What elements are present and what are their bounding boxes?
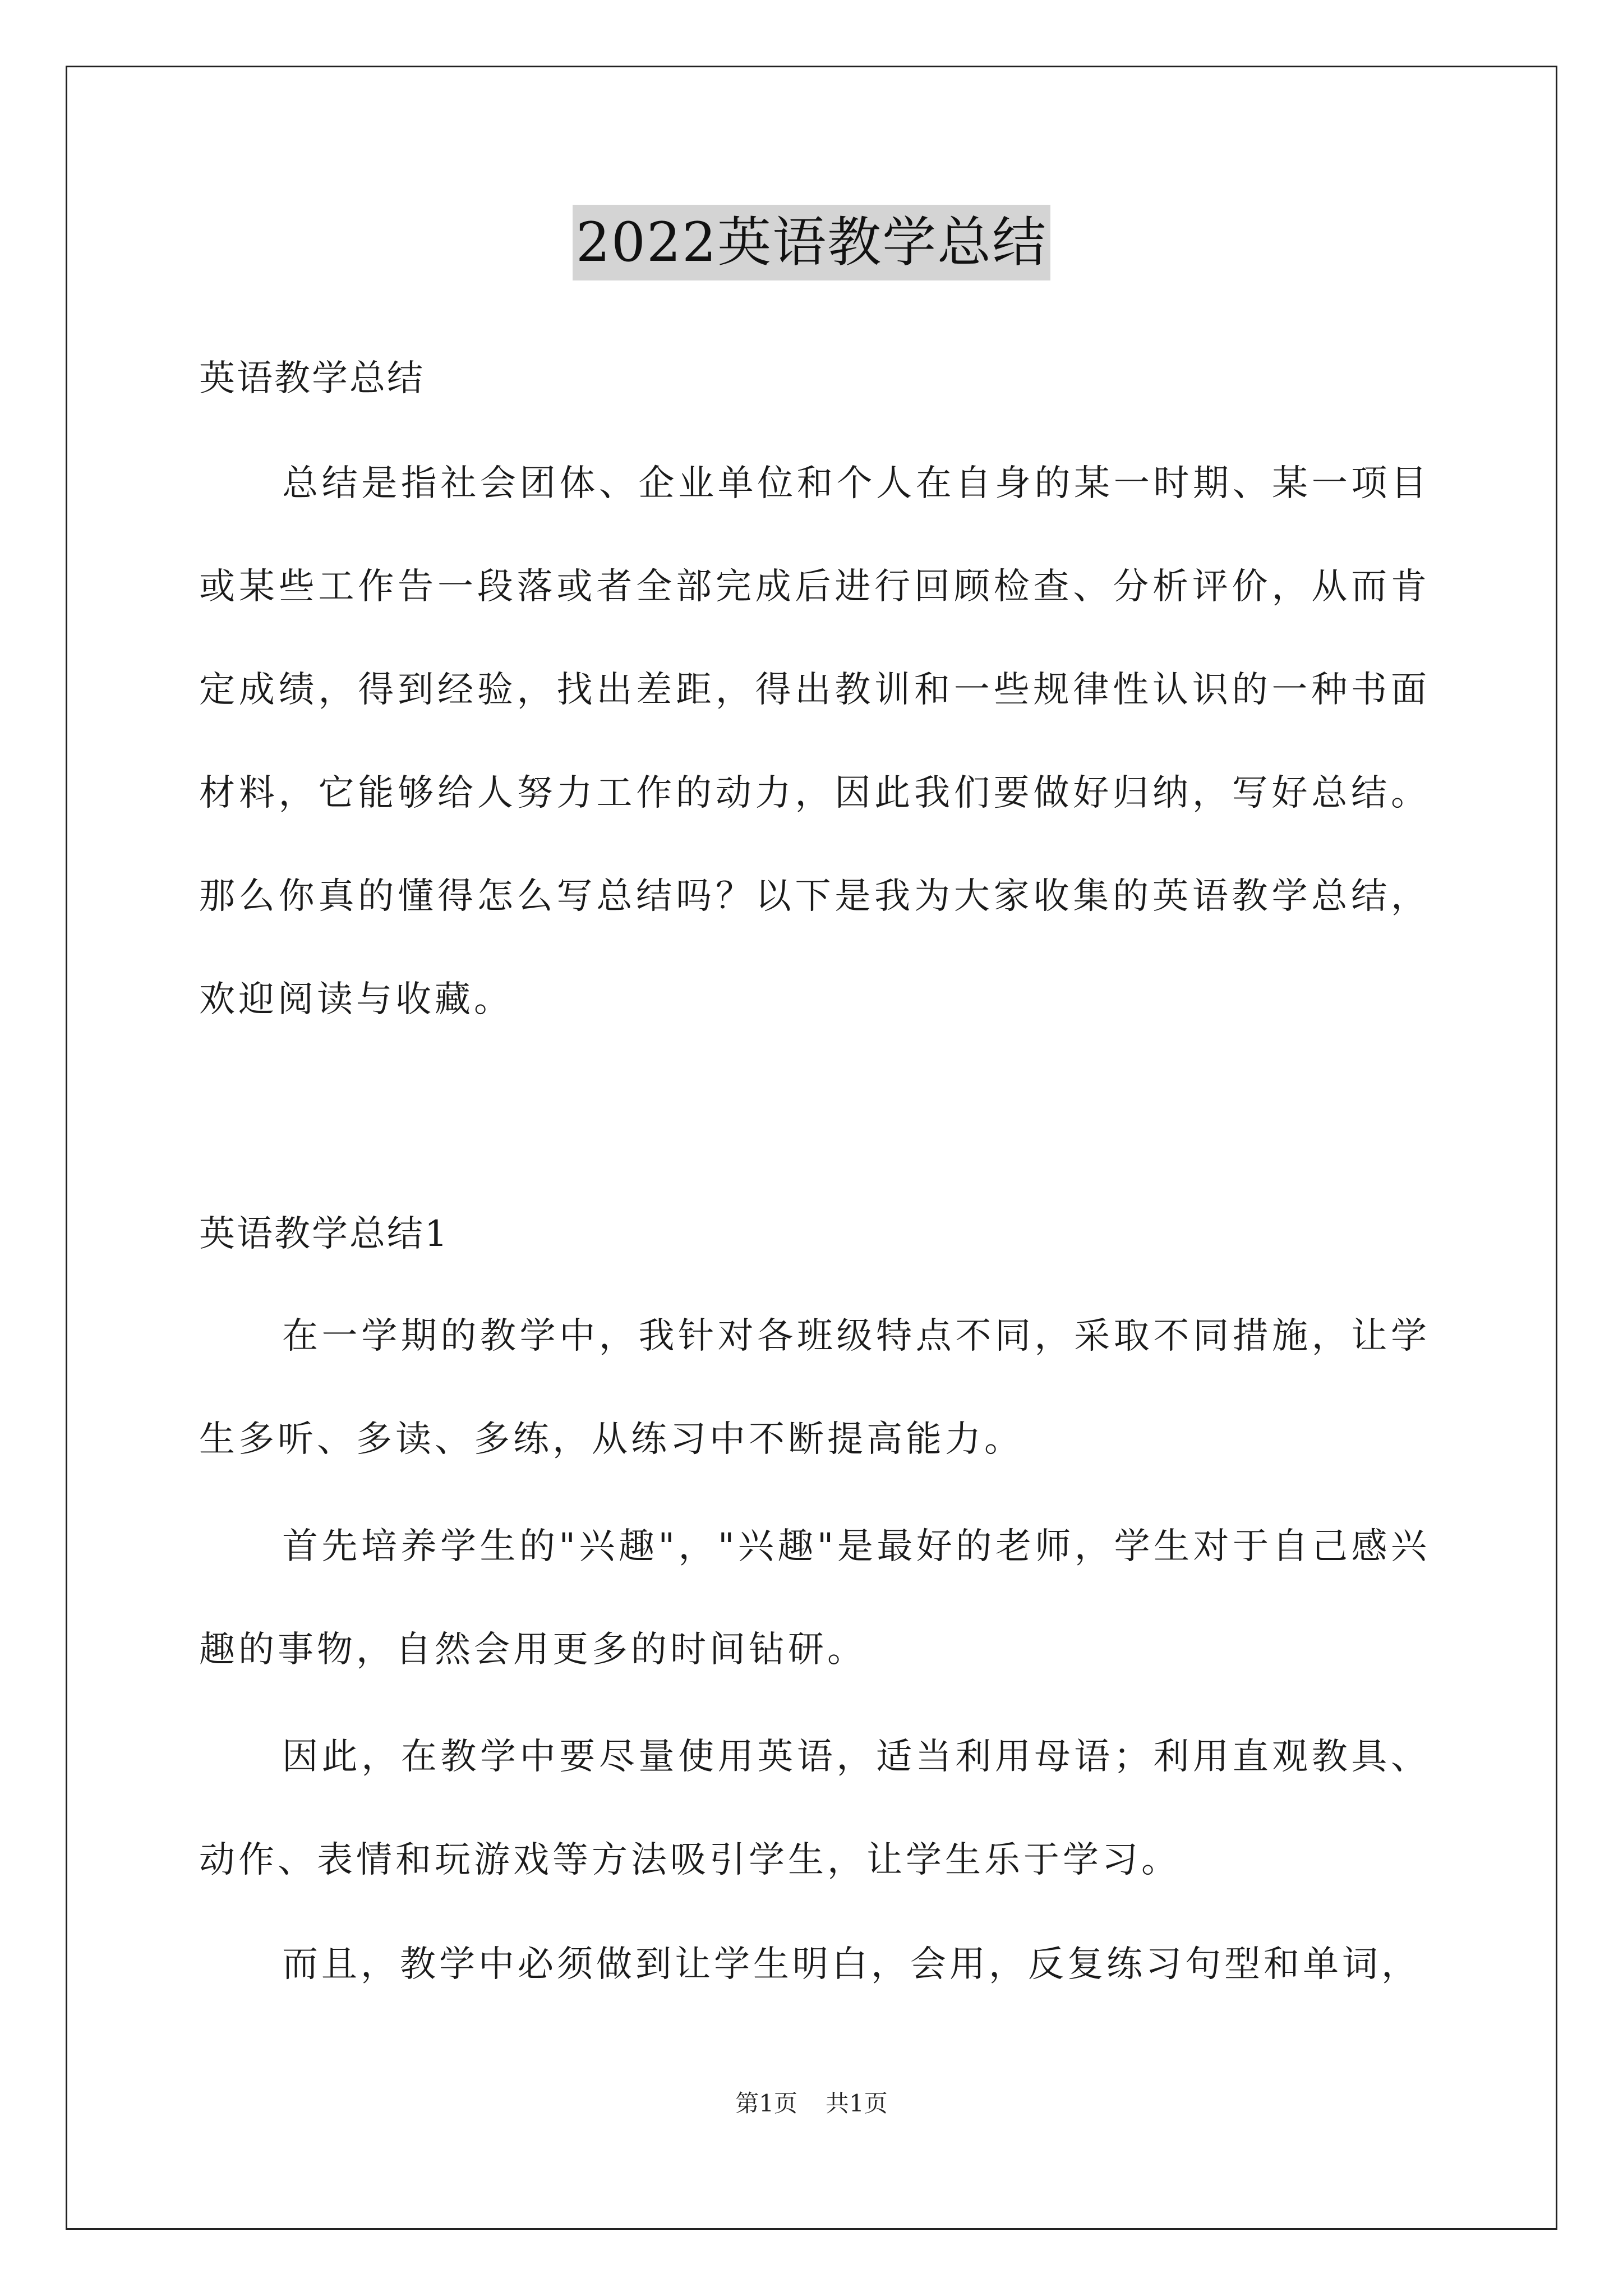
section-1-paragraph-3: 因此，在教学中要尽量使用英语，适当利用母语；利用直观教具、动作、表情和玩游戏等方法吸引学生，让学生乐于学习。: [199, 1736, 1430, 1881]
intro-heading: 英语教学总结: [199, 358, 425, 399]
page-footer: [0, 2087, 1623, 2120]
section-1-paragraph-4: 而且，教学中必须做到让学生明白，会用，反复练习句型和单词，: [282, 1944, 1421, 1985]
section-1-paragraph-2: 首先培养学生的"兴趣"，"兴趣"是最好的老师，学生对于自己感兴趣的事物，自然会用更多的时间钻研。: [199, 1526, 1430, 1671]
intro-paragraph: 总结是指社会团体、企业单位和个人在自身的某一时期、某一项目或某些工作告一段落或者全部完成后进行回顾检查、分析评价，从而肯定成绩，得到经验，找出差距，得出教训和一些规律性认识的一种书面材料，它能够给人努力工作的动力，因此我们要做好归纳，写好总结。那么你真的懂得怎么写总结吗？以下是我为大家收集的英语教学总结，欢迎阅读与收藏。: [199, 463, 1430, 1020]
section-1-heading: 英语教学总结1: [199, 1213, 449, 1255]
document-title: 2022英语教学总结: [573, 205, 1050, 280]
document-title-wrapper: [0, 205, 1623, 280]
page-total: 共1页: [826, 2090, 888, 2117]
section-1-paragraph-1: 在一学期的教学中，我针对各班级特点不同，采取不同措施，让学生多听、多读、多练，从练习中不断提高能力。: [199, 1315, 1430, 1460]
page-number: 第1页: [735, 2090, 797, 2117]
